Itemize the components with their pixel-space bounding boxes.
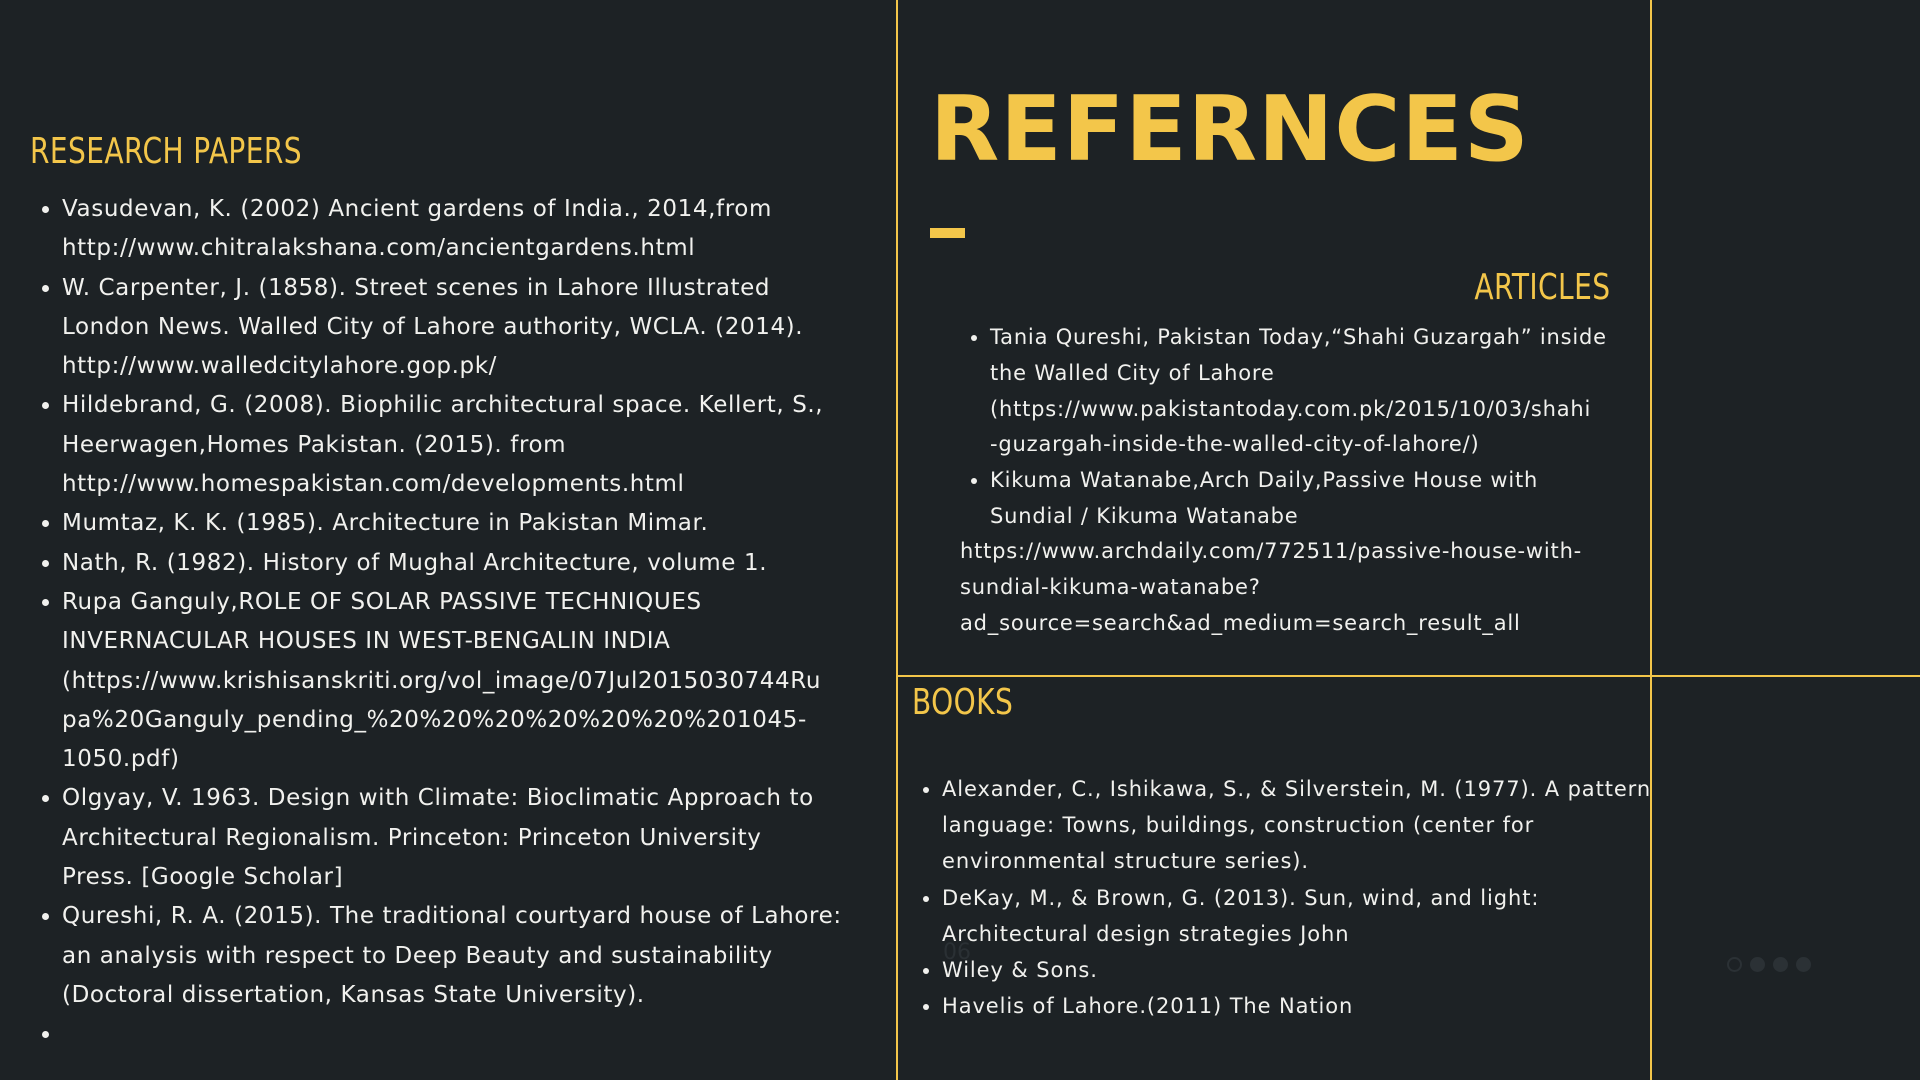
reference-item: • Tania Qureshi, Pakistan Today,“Shahi Guzargah” inside the Walled City of Lahore (https://www.pakistantoday.com.pk/2015/10/03/shahi -guzargah-inside-the-walled-city-of-lahore/) [990, 320, 1640, 463]
research-papers-list [32, 190, 897, 1055]
title-dash [930, 228, 965, 238]
reference-item: • Mumtaz, K. K. (1985). Architecture in Pakistan Mimar. [62, 504, 897, 543]
books-list [912, 771, 1690, 1024]
reference-item: • Olgyay, V. 1963. Design with Climate: Bioclimatic Approach to Architectural Regionalism. Princeton: Princeton University Press. [Google Scholar] [62, 779, 897, 897]
slide-indicator-dots [1727, 957, 1811, 972]
reference-item [62, 1015, 897, 1054]
indicator-dot [1796, 957, 1811, 972]
reference-item: • Kikuma Watanabe,Arch Daily,Passive House with Sundial / Kikuma Watanabe [990, 463, 1640, 535]
reference-item: • Rupa Ganguly,ROLE OF SOLAR PASSIVE TECHNIQUES INVERNACULAR HOUSES IN WEST-BENGALIN INDIA (https://www.krishisanskriti.org/vol_image/07Jul2015030744Ru pa%20Ganguly_pending_%20%20%20%20%20%20%201045- 1050.pdf) [62, 583, 897, 779]
articles-tail-link: https://www.archdaily.com/772511/passive-house-with- sundial-kikuma-watanabe? ad_source=search&ad_medium=search_result_all [960, 539, 1583, 635]
page-number: 06 [943, 940, 971, 965]
reference-item: • Nath, R. (1982). History of Mughal Architecture, volume 1. [62, 544, 897, 583]
articles-heading: ARTICLES [1473, 267, 1610, 308]
articles-list [960, 320, 1640, 535]
reference-item: • Hildebrand, G. (2008). Biophilic architectural space. Kellert, S., Heerwagen,Homes Pakistan. (2015). from http://www.homespakistan.com/developments.html [62, 386, 897, 504]
reference-item: • Havelis of Lahore.(2011) The Nation [942, 988, 1690, 1024]
books-heading: BOOKS [912, 682, 1014, 723]
indicator-dot [1727, 957, 1742, 972]
reference-item: • Alexander, C., Ishikawa, S., & Silverstein, M. (1977). A pattern language: Towns, buildings, construction (center for environmental structure series). [942, 771, 1690, 880]
reference-item: • W. Carpenter, J. (1858). Street scenes in Lahore Illustrated London News. Walled City of Lahore authority, WCLA. (2014). http://www.walledcitylahore.gop.pk/ [62, 269, 897, 387]
reference-item: • DeKay, M., & Brown, G. (2013). Sun, wind, and light: Architectural design strategies John [942, 880, 1690, 952]
divider-horizontal [896, 675, 1920, 677]
reference-item: • Qureshi, R. A. (2015). The traditional courtyard house of Lahore: an analysis with respect to Deep Beauty and sustainability (Doctoral dissertation, Kansas State University). [62, 897, 897, 1015]
page-title: REFERNCES [930, 77, 1530, 182]
reference-item: • Wiley & Sons. [942, 952, 1690, 988]
indicator-dot [1773, 957, 1788, 972]
reference-item: • Vasudevan, K. (2002) Ancient gardens of India., 2014,from http://www.chitralakshana.com/ancientgardens.html [62, 190, 897, 269]
research-papers-heading: RESEARCH PAPERS [30, 131, 303, 172]
indicator-dot [1750, 957, 1765, 972]
